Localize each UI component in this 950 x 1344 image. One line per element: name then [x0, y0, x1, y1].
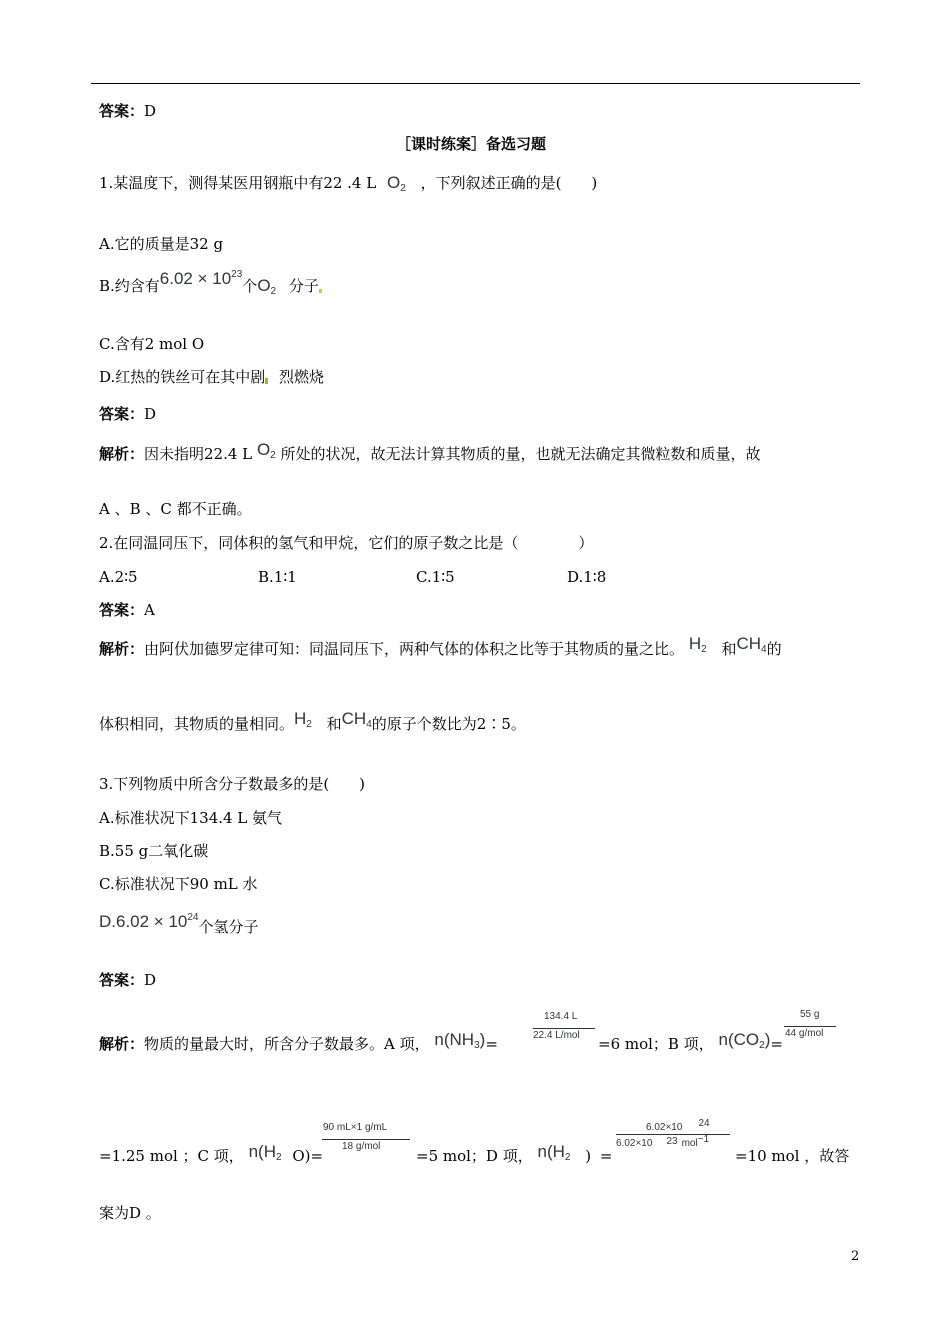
- q3-option-d: $D.6.02 \times 10^{24}$个氢分子: [99, 912, 259, 936]
- q1-analysis-cont: A 、B 、C 都不正确。: [99, 500, 252, 518]
- q3-analysis-cont: =1.25 mol ；C 项， $n(H_2$ O)=: [99, 1142, 324, 1165]
- fraction-h2o: 90 mL×1 g/mL 18 g/mol: [322, 1122, 412, 1156]
- q1-option-d: D.红热的铁丝可在其中剧 烈燃烧: [99, 368, 325, 386]
- mark-dot: [265, 378, 268, 384]
- formula-ch4: $CH_4$: [736, 634, 767, 655]
- formula-n-h2o: $n(H_2$: [248, 1142, 282, 1163]
- q2-analysis: 解析：由阿伏加德罗定律可知：同温同压下，两种气体的体积之比等于其物质的量之比。 $H_2$ 和$CH_4$的: [99, 634, 782, 658]
- q3-option-a: A.标准状况下134.4 L 氨气: [99, 809, 283, 827]
- section-title: ［课时练案］备选习题: [396, 135, 547, 153]
- fraction-nh3: 134.4 L 22.4 L/mol: [533, 1011, 597, 1045]
- q3-analysis-end: 案为D 。: [99, 1204, 161, 1222]
- prev-answer: [99, 101, 156, 121]
- q3-option-b: B.55 g二氧化碳: [99, 842, 209, 860]
- q3-stem: 3.下列物质中所含分子数最多的是( ): [99, 775, 366, 793]
- q2-option-b: B.1∶1: [258, 568, 297, 586]
- q2-answer: 答案：A: [99, 601, 155, 619]
- fraction-co2: 55 g 44 g/mol: [784, 1009, 838, 1043]
- formula-n-h2: $n(H_2$: [537, 1142, 571, 1163]
- formula-ch4: $CH_4$: [341, 709, 372, 730]
- formula-o2: $O_2$: [387, 173, 406, 194]
- q1-option-a: A.它的质量是32 g: [99, 235, 224, 253]
- formula-avogadro: $6.02 \times 10^{23}$: [159, 269, 243, 288]
- q2-option-c: C.1∶5: [416, 568, 455, 586]
- fraction-h2: 6.02×10 24 6.02×10 23 mol−1: [616, 1122, 732, 1156]
- q2-option-d: D.1∶8: [567, 568, 607, 586]
- q2-analysis-cont: 体积相同，其物质的量相同。$H_2$ 和$CH_4$的原子个数比为2∶5。: [99, 709, 526, 733]
- answer-label: 答案：: [99, 102, 145, 120]
- q1-option-b: B.约含有$6.02 \times 10^{23}$个$O_2$ 分子: [99, 272, 322, 302]
- q3-analysis-b: =6 mol；B 项， $n(CO_2)=$: [598, 1030, 783, 1053]
- formula-n-nh3: $n(NH_3)$: [434, 1030, 486, 1051]
- formula-o2: $O_2$: [256, 440, 276, 461]
- answer-value: D: [144, 102, 157, 120]
- q1-option-c: C.含有2 mol O: [99, 335, 205, 353]
- q1-analysis: 解析：因未指明22.4 L $O_2$ 所处的状况，故无法计算其物质的量，也就无法确定其微粒数和质量，故: [99, 440, 761, 463]
- q3-analysis-d: =5 mol；D 项， $n(H_2$ ) =: [416, 1142, 613, 1165]
- formula-avogadro: $D.6.02 \times 10^{24}$: [99, 912, 199, 931]
- q3-option-c: C.标准状况下90 mL 水: [99, 875, 258, 893]
- q2-option-a: A.2∶5: [99, 568, 138, 586]
- mark-dot: [319, 289, 322, 293]
- formula-n-co2: $n(CO_2)$: [718, 1030, 771, 1051]
- q3-analysis-e: =10 mol ，故答: [735, 1147, 850, 1165]
- q1-stem: 1.某温度下，测得某医用钢瓶中有22 .4 L $O_2$ ，下列叙述正确的是( ): [99, 173, 598, 194]
- q3-analysis: 解析：物质的量最大时，所含分子数最多。A 项， $n(NH_3)=$: [99, 1030, 498, 1053]
- formula-h2: $H_2$: [294, 709, 312, 730]
- q2-stem: 2.在同温同压下，同体积的氢气和甲烷，它们的原子数之比是（ ）: [99, 534, 594, 552]
- formula-o2: $O_2$: [257, 276, 277, 297]
- page-number: 2: [851, 1249, 860, 1264]
- q1-answer: 答案：D: [99, 405, 157, 423]
- formula-h2: $H_2$: [688, 634, 707, 655]
- header-rule: [91, 83, 860, 84]
- q3-answer: 答案：D: [99, 971, 157, 989]
